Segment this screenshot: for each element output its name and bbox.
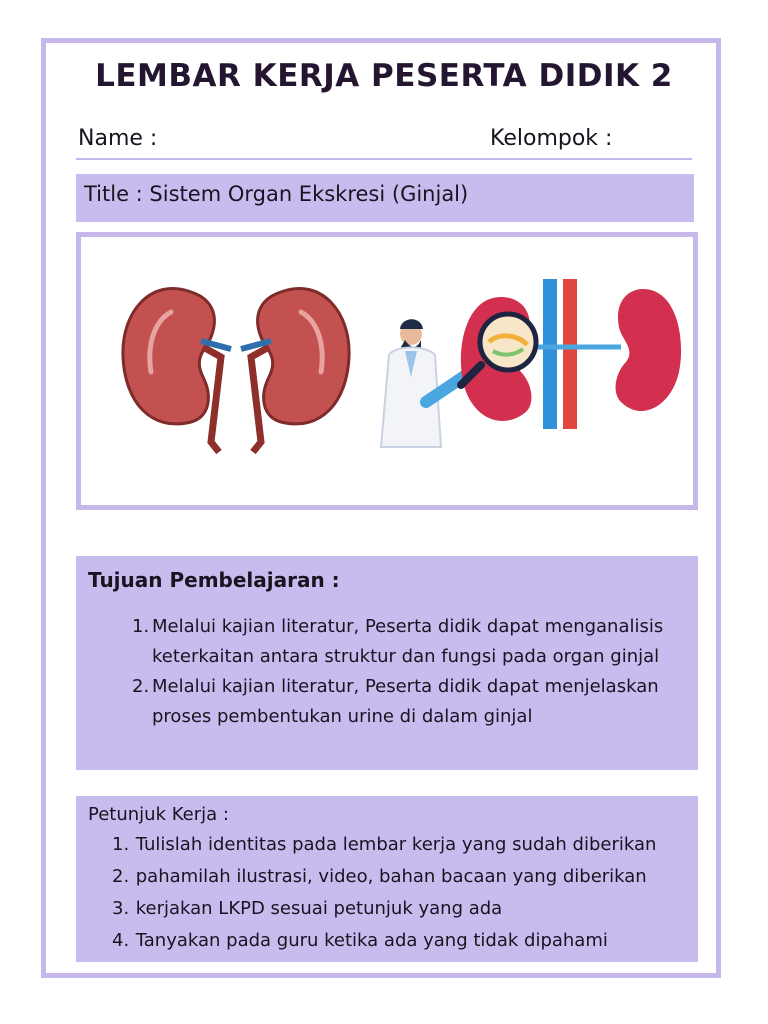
instruction-number: 1.: [112, 834, 130, 855]
learning-goals-box: [76, 556, 698, 770]
kidney-pair-icon: [123, 288, 349, 452]
goal-text: Melalui kajian literatur, Peserta didik dapat menganalisis keterkaitan antara struktur dan fungsi pada organ ginjal: [152, 616, 664, 667]
instruction-item: [112, 898, 502, 919]
instruction-number: 2.: [112, 866, 130, 887]
identity-divider: [76, 158, 692, 160]
group-label: Kelompok :: [490, 126, 613, 151]
topic-title: Title : Sistem Organ Ekskresi (Ginjal): [84, 182, 469, 206]
kidney-magnifier-icon: [461, 279, 681, 429]
instruction-item: [112, 930, 608, 951]
instruction-item: [112, 866, 647, 887]
goal-text: Melalui kajian literatur, Peserta didik dapat menjelaskan proses pembentukan urine di dalam ginjal: [152, 676, 659, 727]
instruction-number: 4.: [112, 930, 130, 951]
goal-number: 1.: [132, 616, 150, 637]
instruction-text: kerjakan LKPD sesuai petunjuk yang ada: [135, 898, 503, 919]
goal-number: 2.: [132, 676, 150, 697]
page-title: LEMBAR KERJA PESERTA DIDIK 2: [95, 58, 673, 94]
instruction-text: Tanyakan pada guru ketika ada yang tidak dipahami: [135, 930, 608, 951]
instruction-text: pahamilah ilustrasi, video, bahan bacaan yang diberikan: [135, 866, 647, 887]
goal-item: [132, 612, 672, 672]
kidney-illustration: [81, 237, 693, 505]
topic-title-box: [76, 174, 694, 222]
instructions-box: [76, 796, 698, 962]
goal-item: [132, 672, 672, 732]
instruction-text: Tulislah identitas pada lembar kerja yang sudah diberikan: [135, 834, 657, 855]
illustration-box: [76, 232, 698, 510]
instructions-heading: Petunjuk Kerja :: [88, 804, 229, 825]
instruction-number: 3.: [112, 898, 130, 919]
instruction-item: [112, 834, 656, 855]
doctor-icon: [381, 319, 466, 447]
name-label: Name :: [78, 126, 158, 151]
goals-heading: Tujuan Pembelajaran :: [88, 568, 340, 592]
